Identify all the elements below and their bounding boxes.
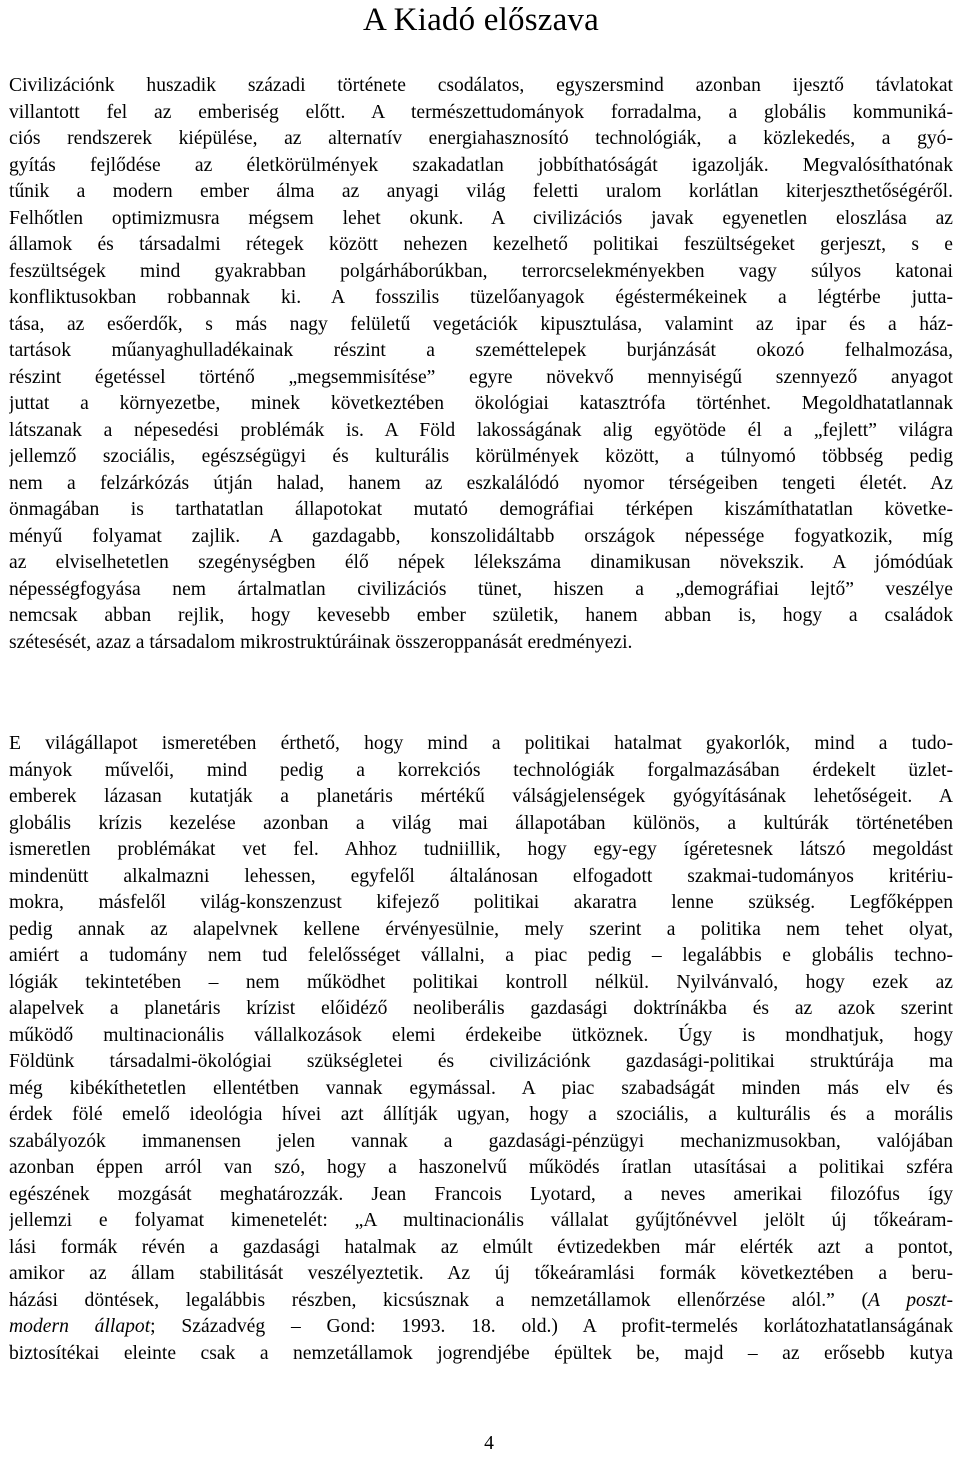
text-line: jellemzi e folyamat kimenetelét: „A multinacionális vállalat gyűjtőnévvel jelölt új tőkeáram- [9,1210,953,1231]
text-line: globális krízis kezelése azonban a világ mai állapotában különös, a kultúrák történetében [9,812,953,834]
text-line: Felhőtlen optimizmusra mégsem lehet okunk. A civilizációs javak egyenetlen eloszlása az [9,207,953,229]
text-line: Civilizációnk huszadik századi története csodálatos, egyszersmind azonban ijesztő távlatokat [9,75,953,96]
text-line: ciós rendszerek kiépülése, az alternatív energiahasznosító technológiák, a közlekedés, a gyó- [9,128,953,149]
text-line: azonban éppen arról van szó, hogy a haszonelvű működés íratlan utasításai a politikai szféra [9,1157,953,1178]
text-line: egészének mozgását meghatározzák. Jean Francois Lyotard, a neves amerikai filozófus így [9,1183,953,1205]
text-line: az elviselhetetlen szegénységben élő népek lélekszáma dinamikusan növekszik. A jómódúak [9,552,953,573]
text-run: ; Századvég – Gond: 1993. 18. old.) A profit-termelés korlátozhatatlanságának [150,1316,953,1337]
page-title: A Kiadó előszava [363,2,599,38]
text-line: amiért a tudomány nem tud felelősséget vállalni, a piac pedig – legalábbis e globális techno- [9,945,953,966]
text-line: látszanak a népesedési problémák is. A Föld lakosságának alig egyötöde él a „fejlett” világra [9,419,953,441]
text-line: államok és társadalmi rétegek között nehezen kezelhető politikai feszültségeket gerjeszt, s e [9,234,953,255]
text-line: biztosítékai eleinte csak a nemzetállamok jogrendjébe épültek be, majd – az erősebb kutya [9,1342,953,1364]
text-line: önmagában is tarthatatlan állapotokat mutató demográfiai térképen kiszámíthatatlan követke- [9,499,953,520]
text-line: pedig annak az alapelvnek kellene érvényesülnie, mely szerint a politika nem tehet olyat, [9,918,953,940]
text-line: érdek fölé emelő ideológia hívei azt állítják ugyan, hogy a szociális, a kulturális és a morális [9,1104,953,1125]
paragraph-1 [9,73,953,656]
text-line: Földünk társadalmi-ökológiai szükségletei és civilizációnk gazdasági-politikai struktúrája ma [9,1051,953,1072]
text-line: tartások műanyaghulladékainak részint a szeméttelepek burjánzását okozó felhalmozása, [9,340,953,361]
page-number: 4 [484,1433,494,1454]
text-line: mindenütt alkalmazni lehessen, egyfelől általánosan elfogadott szakmai-tudományos kritériu- [9,865,953,887]
text-line: villantott fel az emberiség előtt. A természettudományok forradalma, a globális kommuniká- [9,101,953,123]
text-line: juttat a környezetbe, minek következtében ökológiai katasztrófa történhet. Megoldhatatlannak [9,393,953,414]
text-line: tűnik a modern ember álma az anyagi világ feletti uralom korlátlan kiterjeszthetőségéről. [9,181,953,202]
text-line: gyítás fejlődése az életkörülmények szakadatlan jobbíthatóságát igazolják. Megvalósíthatónak [9,154,953,176]
text-line: működő multinacionális vállalkozások elemi érdekeibe ütköznek. Úgy is mondhatjuk, hogy [9,1024,953,1046]
text-line: népességfogyása nem ártalmatlan civilizációs tünet, hiszen a „demográfiai lejtő” veszélye [9,578,953,600]
text-line: emberek lázasan kutatják a planetáris mértékű válságjelenségek gyógyításának lehetőségeit. A [9,786,953,807]
italic-title: modern állapot [9,1316,151,1337]
text-line: konfliktusokban robbannak ki. A fosszilis tüzelőanyagok égéstermékeinek a légtérbe jutta- [9,287,953,308]
text-line: nem a felzárkózás útján halad, hanem az eszkalálódó nyomor térségeiben tengeti életét. Az [9,472,953,494]
text-line-with-citation [9,1288,953,1315]
text-line: ményű folyamat zajlik. A gazdagabb, konszolidáltabb országok népessége fogyatkozik, míg [9,525,953,547]
text-line: feszültségek mind gyakrabban polgárháborúkban, terrorcselekményekben vagy súlyos katonai [9,260,953,282]
text-line: ismeretlen problémákat vet fel. Ahhoz tudniillik, hogy egy-egy ígéretesnek látszó megoldást [9,839,953,860]
text-run: házási döntések, legalábbis részben, kicsúsznak a nemzetállamok ellenőrzése alól.” ( [9,1289,868,1311]
text-line: E világállapot ismeretében érthető, hogy mind a politikai hatalmat gyakorlók, mind a tudo- [9,733,953,754]
text-line: jellemző szociális, egészségügyi és kulturális körülmények között, a túlnyomó többség pedig [9,446,953,467]
text-line: még kibékíthetetlen ellentétben vannak egymással. A piac szabadságát minden más elv és [9,1077,953,1099]
text-line: amikor az állam stabilitását veszélyeztetik. Az új tőkeáramlási formák következtében a beru- [9,1263,953,1284]
text-line: alapelvek a planetáris krízist előidéző neoliberális gazdasági doktrínákba és az azok szerint [9,998,953,1019]
text-line: mokra, másfelől világ-konszenzust kifejező politikai akaratra lenne szükség. Legfőképpen [9,892,953,913]
text-line: lógiák tekintetében – nem működhet politikai kontroll nélkül. Nyilvánvaló, hogy ezek az [9,971,953,993]
text-line: szétesését, azaz a társadalom mikrostruktúráinak összeroppanását eredményezi. [9,631,633,653]
text-line: részint égetéssel történő „megsemmisítése” egyre növekvő mennyiségű szennyező anyagot [9,366,953,388]
document-page [9,0,953,1454]
text-line: mányok művelői, mind pedig a korrekciós technológiák forgalmazásában érdekelt üzlet- [9,759,953,781]
text-line: tása, az esőerdők, s más nagy felületű vegetációk kipusztulása, valamint az ipar és a ház- [9,313,953,335]
text-line: nemcsak abban rejlik, hogy kevesebb ember születik, hanem abban is, hogy a családok [9,605,953,626]
paragraph-2 [9,731,953,1367]
italic-title: A poszt- [867,1289,953,1311]
text-line: lási formák révén a gazdasági hatalmak az elmúlt évtizedekben már elérték azt a pontot, [9,1236,953,1258]
text-line: szabályozók immanensen jelen vannak a gazdasági-pénzügyi mechanizmusokban, valójában [9,1130,953,1152]
text-line-with-citation [9,1314,953,1341]
